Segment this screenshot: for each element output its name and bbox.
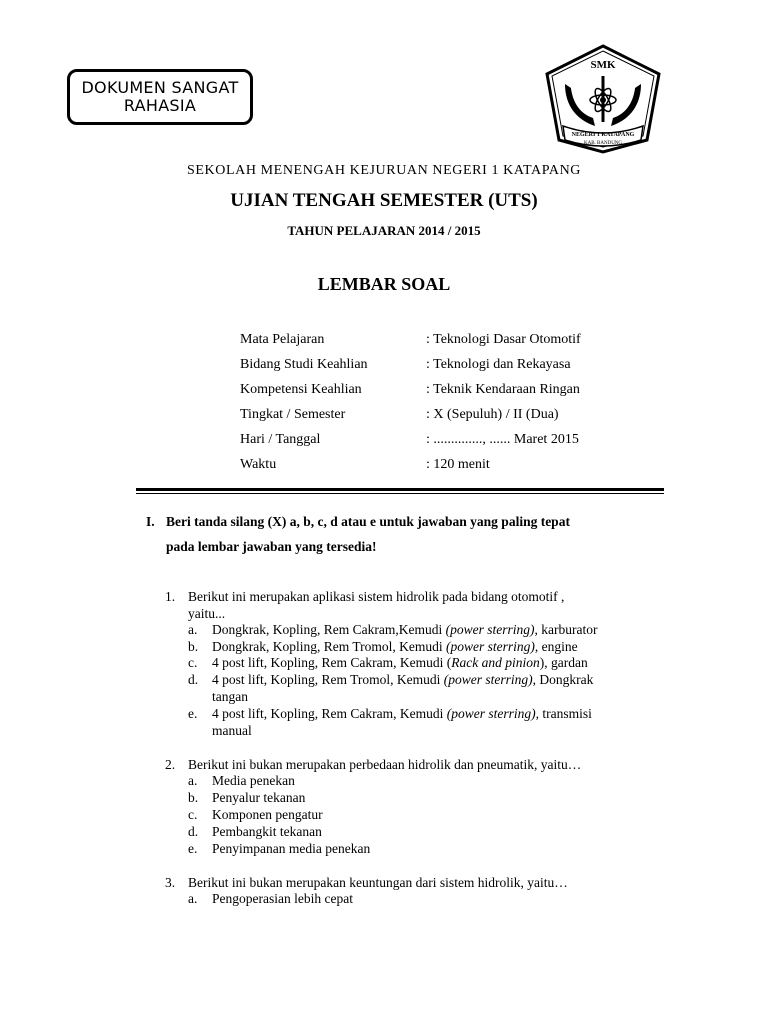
option-text-italic: (power sterring) (446, 639, 535, 654)
option-text-part: Dongkrak, Kopling, Rem Cakram,Kemudi (212, 622, 446, 637)
info-label: Waktu (240, 457, 277, 472)
logo-top-text: SMK (590, 59, 616, 71)
info-value: : 120 menit (426, 457, 490, 472)
option-item (188, 891, 668, 908)
option-letter: b. (188, 790, 199, 805)
question-number: 1. (165, 589, 176, 604)
info-label: Tingkat / Semester (240, 407, 346, 422)
question-text: Berikut ini bukan merupakan keuntungan dari sistem hidrolik, yaitu… (188, 875, 568, 890)
option-text: Penyimpanan media penekan (212, 841, 371, 856)
option-text: Komponen pengatur (212, 807, 323, 822)
option-item (188, 807, 668, 824)
info-row-competence (240, 382, 660, 407)
option-item (188, 841, 668, 858)
option-letter: d. (188, 672, 199, 687)
option-letter: c. (188, 807, 198, 822)
option-text: Pembangkit tekanan (212, 824, 322, 839)
divider-thick (136, 488, 664, 491)
option-text-italic: (power sterring) (446, 706, 536, 721)
option-text-part: , transmisi (535, 706, 592, 721)
option-text-part: , karburator (534, 622, 598, 637)
option-letter: a. (188, 622, 198, 637)
info-label: Kompetensi Keahlian (240, 382, 362, 397)
option-text (212, 639, 578, 656)
divider-thin (136, 493, 664, 494)
option-text-part: Dongkrak, Kopling, Rem Tromol, Kemudi (212, 639, 447, 654)
question-text-cont: yaitu... (188, 606, 226, 621)
option-item (188, 824, 668, 841)
option-item (188, 672, 668, 706)
confidential-stamp (67, 69, 253, 125)
logo-bottom-line2: KAB. BANDUNG (583, 141, 623, 146)
question-text: Berikut ini merupakan aplikasi sistem hidrolik pada bidang otomotif , (188, 589, 565, 604)
info-value: : .............., ...... Maret 2015 (426, 432, 579, 447)
sheet-title: LEMBAR SOAL (317, 274, 451, 294)
option-item (188, 639, 668, 656)
info-row-time (240, 457, 660, 482)
question-number: 3. (165, 875, 176, 890)
option-text (212, 655, 588, 672)
exam-title: UJIAN TENGAH SEMESTER (UTS) (230, 190, 538, 211)
option-text-italic: (power sterring) (443, 672, 533, 687)
option-letter: d. (188, 824, 199, 839)
option-text-cont: tangan (212, 689, 248, 704)
option-item (188, 655, 668, 672)
option-letter: b. (188, 639, 199, 654)
option-text (212, 672, 593, 689)
option-item (188, 773, 668, 790)
option-text-part: , engine (534, 639, 578, 654)
info-label: Mata Pelajaran (240, 332, 325, 347)
stamp-text: DOKUMEN SANGAT RAHASIA (81, 78, 239, 115)
school-logo (543, 44, 663, 156)
option-text (212, 706, 592, 723)
option-text-part: 4 post lift, Kopling, Rem Cakram, Kemudi (212, 706, 447, 721)
info-row-subject (240, 332, 660, 357)
option-text-part: , Dongkrak (532, 672, 594, 687)
option-text: Penyalur tekanan (212, 790, 306, 805)
option-text: Pengoperasian lebih cepat (212, 891, 353, 906)
option-item (188, 706, 668, 740)
info-label: Hari / Tanggal (240, 432, 321, 447)
option-text-italic: (power sterring) (445, 622, 535, 637)
option-text: Media penekan (212, 773, 295, 788)
school-name: SEKOLAH MENENGAH KEJURUAN NEGERI 1 KATAPANG (187, 163, 581, 178)
info-row-date (240, 432, 660, 457)
option-text-cont: manual (212, 723, 252, 738)
info-label: Bidang Studi Keahlian (240, 357, 368, 372)
option-letter: a. (188, 891, 198, 906)
option-text-part: ), gardan (539, 655, 588, 670)
info-value: : X (Sepuluh) / II (Dua) (426, 407, 559, 422)
logo-bottom-line1: NEGERI 1 KATAPANG (571, 132, 635, 138)
info-value: : Teknologi Dasar Otomotif (426, 332, 581, 347)
option-text-italic: Rack and pinion (451, 655, 540, 670)
info-row-field (240, 357, 660, 382)
section-instruction-line2: pada lembar jawaban yang tersedia! (166, 539, 377, 554)
question-text: Berikut ini bukan merupakan perbedaan hidrolik dan pneumatik, yaitu… (188, 757, 582, 772)
info-value: : Teknologi dan Rekayasa (426, 357, 571, 372)
option-letter: e. (188, 706, 198, 721)
question-number: 2. (165, 757, 176, 772)
option-item (188, 790, 668, 807)
option-text (212, 622, 597, 639)
option-text-part: 4 post lift, Kopling, Rem Tromol, Kemudi (212, 672, 444, 687)
option-letter: e. (188, 841, 198, 856)
option-item (188, 622, 668, 639)
section-number: I. (146, 514, 155, 529)
option-letter: c. (188, 655, 198, 670)
info-row-level (240, 407, 660, 432)
option-letter: a. (188, 773, 198, 788)
section-instruction-line1: Beri tanda silang (X) a, b, c, d atau e untuk jawaban yang paling tepat (166, 514, 570, 529)
option-text-part: 4 post lift, Kopling, Rem Cakram, Kemudi ( (212, 655, 452, 670)
academic-year: TAHUN PELAJARAN 2014 / 2015 (287, 223, 481, 238)
info-value: : Teknik Kendaraan Ringan (426, 382, 580, 397)
